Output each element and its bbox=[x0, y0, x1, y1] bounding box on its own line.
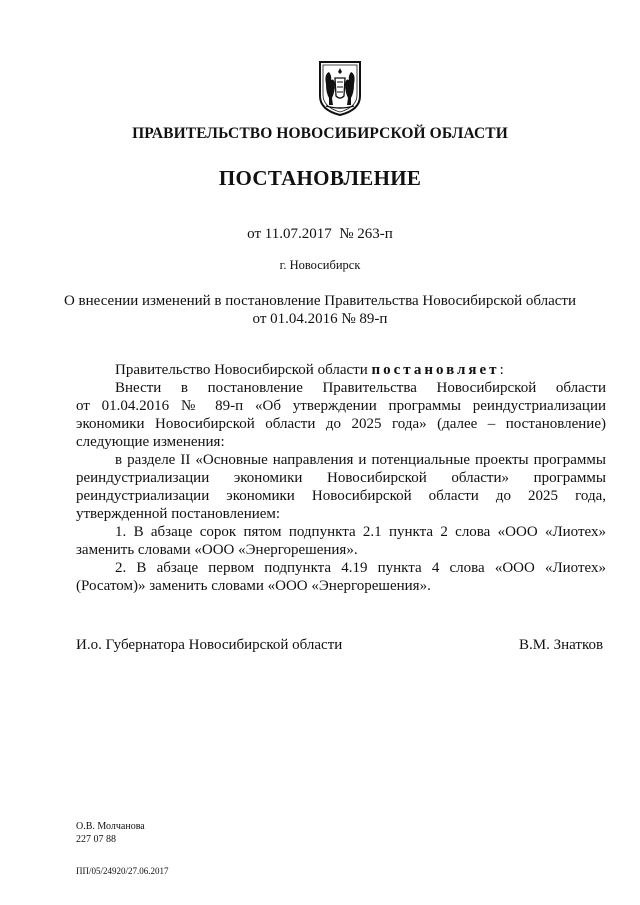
document-date-number: от 11.07.2017 № 263-п bbox=[247, 226, 393, 242]
paragraph-1-line-1: Внести в постановление Правительства Новосибирской области bbox=[115, 380, 606, 396]
intro-prefix: Правительство Новосибирской области bbox=[115, 362, 372, 378]
paragraph-1-line-3: экономики Новосибирской области до 2025 года» (далее – постановление) bbox=[76, 416, 606, 432]
coat-of-arms-icon bbox=[318, 60, 362, 116]
document-city: г. Новосибирск bbox=[279, 258, 361, 272]
signatory-position: И.о. Губернатора Новосибирской области bbox=[76, 637, 343, 653]
paragraph-2-line-4: утвержденной постановлением: bbox=[76, 506, 281, 522]
paragraph-1-line-4: следующие изменения: bbox=[76, 434, 225, 450]
signatory-name: В.М. Знатков bbox=[519, 637, 604, 653]
paragraph-2-line-1: в разделе II «Основные направления и потенциальные проекты программы bbox=[115, 452, 606, 468]
paragraph-2-line-2: реиндустриализации экономики Новосибирской области» программы bbox=[76, 470, 606, 486]
executor-name: О.В. Молчанова bbox=[76, 821, 145, 832]
document-subject bbox=[0, 292, 640, 328]
subject-line-1: О внесении изменений в постановление Правительства Новосибирской области bbox=[63, 293, 577, 309]
intro-suffix: : bbox=[499, 362, 504, 378]
paragraph-3-line-1: 1. В абзаце сорок пятом подпункта 2.1 пункта 2 слова «ООО «Лиотех» bbox=[115, 524, 606, 540]
document-type-title: ПОСТАНОВЛЕНИЕ bbox=[218, 166, 422, 190]
decree-body bbox=[76, 361, 606, 595]
paragraph-3-line-2: заменить словами «ООО «Энергорешения». bbox=[76, 542, 358, 558]
government-name: ПРАВИТЕЛЬСТВО НОВОСИБИРСКОЙ ОБЛАСТИ bbox=[132, 125, 508, 142]
document-code: ПП/05/24920/27.06.2017 bbox=[76, 866, 169, 876]
paragraph-4-line-2: (Росатом)» заменить словами «ООО «Энергорешения». bbox=[76, 578, 431, 594]
paragraph-1-line-2: от 01.04.2016 № 89-п «Об утверждении программы реиндустриализации bbox=[76, 398, 606, 414]
intro-verb: постановляет bbox=[371, 362, 500, 378]
paragraph-2-line-3: реиндустриализации экономики Новосибирской области до 2025 года, bbox=[76, 488, 606, 504]
subject-line-2: от 01.04.2016 № 89-п bbox=[252, 311, 388, 327]
paragraph-4-line-1: 2. В абзаце первом подпункта 4.19 пункта 4 слова «ООО «Лиотех» bbox=[115, 560, 606, 576]
executor-phone: 227 07 88 bbox=[76, 834, 116, 845]
intro-paragraph bbox=[76, 361, 606, 379]
